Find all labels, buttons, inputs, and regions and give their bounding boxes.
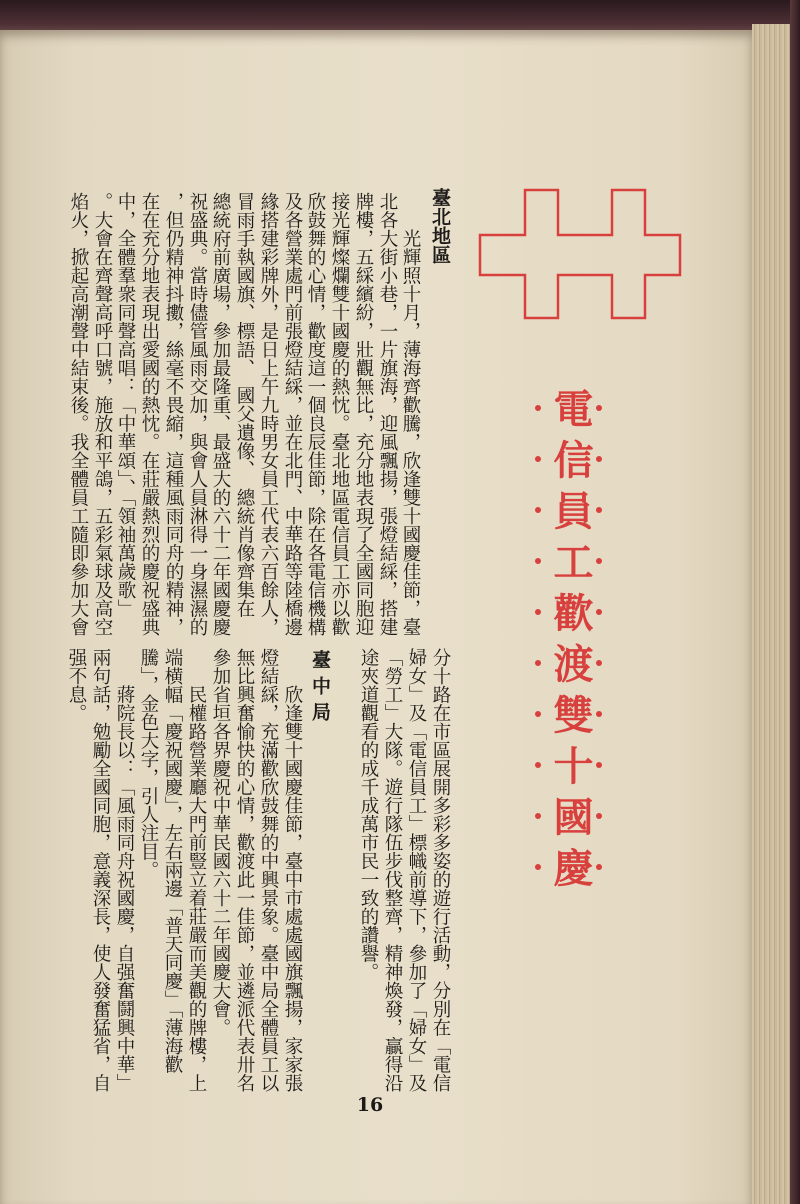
title-dot bbox=[535, 609, 541, 615]
section-heading-taichung: 臺中局 bbox=[309, 650, 331, 728]
title-dot bbox=[535, 558, 541, 564]
section-heading-taipei: 臺北地區 bbox=[429, 188, 451, 264]
title-dot bbox=[596, 456, 602, 462]
text-column: 牌樓，五綵繽紛，壯觀無比，充分地表現了全國同胞迎 bbox=[353, 192, 374, 636]
text-column: 欣逢雙十國慶佳節，臺中市處處國旗飄揚，家家張 bbox=[282, 685, 303, 1092]
title-dot bbox=[596, 813, 602, 819]
title-dot bbox=[535, 507, 541, 513]
text-column: 燈結綵，充滿歡欣鼓舞的中興景象。臺中局全體員工以 bbox=[258, 648, 279, 1092]
text-column: 焰火，掀起高潮聲中結束後。我全體員工隨即參加大會 bbox=[68, 192, 89, 636]
text-column: 祝盛典。當時儘管風雨交加，與會人員淋得一身濕濕的 bbox=[187, 192, 208, 636]
title-dot bbox=[535, 711, 541, 717]
title-dot bbox=[535, 762, 541, 768]
text-column: 在在充分地表現出愛國的熱忱。在莊嚴熱烈的慶祝盛典 bbox=[139, 192, 160, 636]
text-column: 兩句話，勉勵全國同胞，意義深長，使人發奮猛省，自 bbox=[90, 648, 111, 1092]
title-dot bbox=[596, 660, 602, 666]
page-stack-edge bbox=[752, 24, 790, 1204]
text-column: 「勞工」大隊。遊行隊伍步伐整齊，精神煥發，贏得沿 bbox=[382, 648, 403, 1092]
text-column: 接光輝燦爛雙十國慶的熱忱。臺北地區電信員工亦以歡 bbox=[329, 192, 350, 636]
article-title: 電信員工歡渡雙十國慶 bbox=[547, 388, 594, 898]
text-column: 蔣院長以：「風雨同舟祝國慶，自强奮鬪興中華」 bbox=[114, 685, 135, 1092]
text-column: 婦女」及「電信員工」標幟前導下，參加了「婦女」及 bbox=[406, 648, 427, 1092]
page-number: 16 bbox=[356, 1094, 384, 1116]
text-column: 冒雨手執國旗、標語、 國父遺像、 總統肖像齊集在 bbox=[234, 192, 255, 618]
title-dot bbox=[535, 405, 541, 411]
text-column: 分十路在市區展開多彩多姿的遊行活動，分別在「電信 bbox=[430, 648, 451, 1092]
title-dot bbox=[596, 762, 602, 768]
title-dot bbox=[535, 456, 541, 462]
text-column: 無比興奮愉快的心情，歡渡此一佳節，並遴派代表卅名 bbox=[234, 648, 255, 1092]
book-top-edge bbox=[0, 0, 800, 34]
text-column: 。大會在齊聲高呼口號，施放和平鴿，五彩氣球及高空 bbox=[92, 192, 113, 636]
text-column: 光輝照十月，薄海齊歡騰，欣逢雙十國慶佳節，臺 bbox=[400, 229, 421, 636]
text-column: 騰」，金色大字，引人注目。 bbox=[138, 648, 159, 880]
text-column: 及各營業處門前張燈結綵，並在北門、中華路等陸橋邊 bbox=[282, 192, 303, 636]
text-column: 中，全體羣衆同聲高唱：「中華頌」、「領袖萬歲歌」 bbox=[115, 192, 136, 618]
title-dot bbox=[596, 864, 602, 870]
text-column: 民權路營業廳大門前豎立着莊嚴而美觀的牌樓，上 bbox=[186, 685, 207, 1092]
title-dot bbox=[535, 660, 541, 666]
double-ten-outline bbox=[480, 190, 680, 318]
text-column: 途夾道觀看的成千成萬市民一致的讚譽。 bbox=[358, 648, 379, 981]
text-column: 總統府前廣場，參加最隆重、最盛大的六十二年國慶慶 bbox=[210, 192, 231, 636]
text-column: 端横幅「慶祝國慶」，左右兩邊「普天同慶」「薄海歡 bbox=[162, 648, 183, 1074]
title-dot bbox=[596, 558, 602, 564]
title-dot bbox=[596, 609, 602, 615]
text-column: 參加省垣各界慶祝中華民國六十二年國慶大會。 bbox=[210, 648, 231, 1037]
text-column: 强不息。 bbox=[66, 648, 87, 722]
text-column: ，但仍精神抖擻，絲毫不畏縮，這種風雨同舟的精神， bbox=[163, 192, 184, 636]
text-column: 北各大街小巷，一片旗海，迎風飄揚，張燈結綵，搭建 bbox=[377, 192, 398, 636]
book-cover-edge bbox=[790, 0, 800, 1204]
title-dot bbox=[535, 813, 541, 819]
title-dot bbox=[596, 711, 602, 717]
title-dot bbox=[596, 507, 602, 513]
text-column: 欣鼓舞的心情，歡度這一個良辰佳節，除在各電信機構 bbox=[305, 192, 326, 636]
title-dot bbox=[535, 864, 541, 870]
double-ten-emblem-icon bbox=[470, 180, 690, 330]
title-dot bbox=[596, 405, 602, 411]
text-column: 緣搭建彩牌外，是日上午九時男女員工代表六百餘人， bbox=[258, 192, 279, 636]
